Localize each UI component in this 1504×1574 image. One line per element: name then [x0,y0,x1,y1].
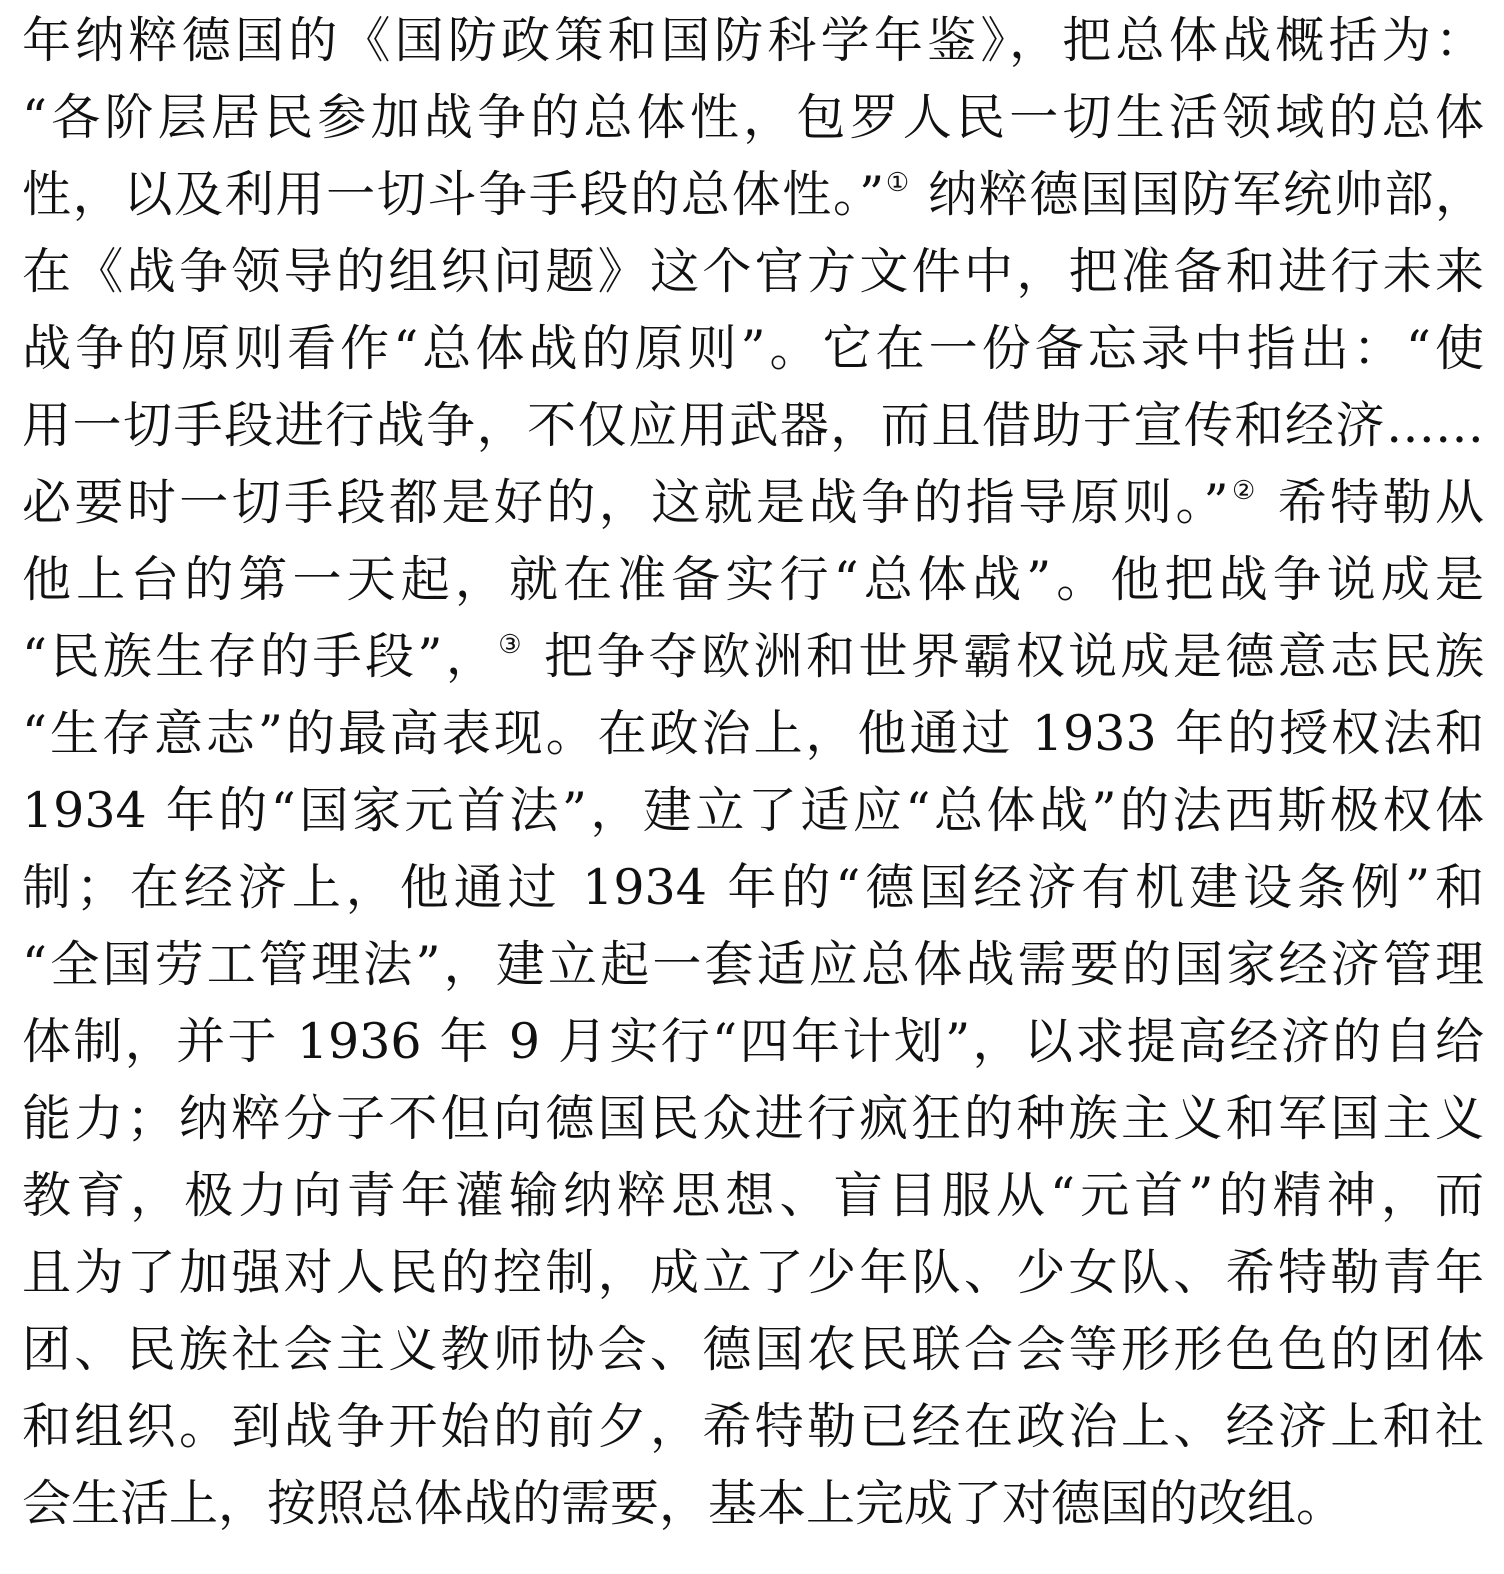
text-segment: 纳粹德国国防军统帅部， [910,166,1484,223]
text-segment: 性，以及利用一切斗争手段的总体性。” [22,166,885,223]
document-page [22,2,1484,1572]
text-line: 战争的原则看作“总体战的原则”。它在一份备忘录中指出：“使 [22,320,1484,377]
text-line: 体制，并于 1936 年 9 月实行“四年计划”，以求提高经济的自给 [22,1013,1484,1070]
text-line: “生存意志”的最高表现。在政治上，他通过 1933 年的授权法和 [22,705,1484,762]
text-line: 1934 年的“国家元首法”，建立了适应“总体战”的法西斯极权体 [22,782,1484,839]
text-line: 且为了加强对人民的控制，成立了少年队、少女队、希特勒青年 [22,1244,1484,1301]
text-line: 团、民族社会主义教师协会、德国农民联合会等形形色色的团体 [22,1321,1484,1378]
text-line: “全国劳工管理法”，建立起一套适应总体战需要的国家经济管理 [22,936,1484,993]
text-segment: 希特勒从 [1258,474,1484,531]
text-line: 制；在经济上，他通过 1934 年的“德国经济有机建设条例”和 [22,859,1484,916]
text-line [22,618,1484,696]
text-line [22,156,1484,234]
text-segment: 把争夺欧洲和世界霸权说成是德意志民族 [524,628,1484,685]
text-line: 在《战争领导的组织问题》这个官方文件中，把准备和进行未来 [22,243,1484,300]
text-line: 年纳粹德国的《国防政策和国防科学年鉴》，把总体战概括为： [22,12,1484,69]
footnote-marker: ① [884,168,911,198]
text-line: 教育，极力向青年灌输纳粹思想、盲目服从“元首”的精神，而 [22,1167,1484,1224]
footnote-marker: ② [1228,476,1259,506]
text-line: 能力；纳粹分子不但向德国民众进行疯狂的种族主义和军国主义 [22,1090,1484,1147]
text-line: 他上台的第一天起，就在准备实行“总体战”。他把战争说成是 [22,551,1484,608]
text-segment: 必要时一切手段都是好的，这就是战争的指导原则。” [22,474,1229,531]
text-line [22,464,1484,542]
text-line: 用一切手段进行战争，不仅应用武器，而且借助于宣传和经济…… [22,397,1484,454]
text-line: 和组织。到战争开始的前夕，希特勒已经在政治上、经济上和社 [22,1398,1484,1455]
text-line: “各阶层居民参加战争的总体性，包罗人民一切生活领域的总体 [22,89,1484,146]
footnote-marker: ③ [498,630,525,660]
text-segment: “民族生存的手段”， [22,628,499,685]
text-line: 会生活上，按照总体战的需要，基本上完成了对德国的改组。 [22,1475,1346,1532]
